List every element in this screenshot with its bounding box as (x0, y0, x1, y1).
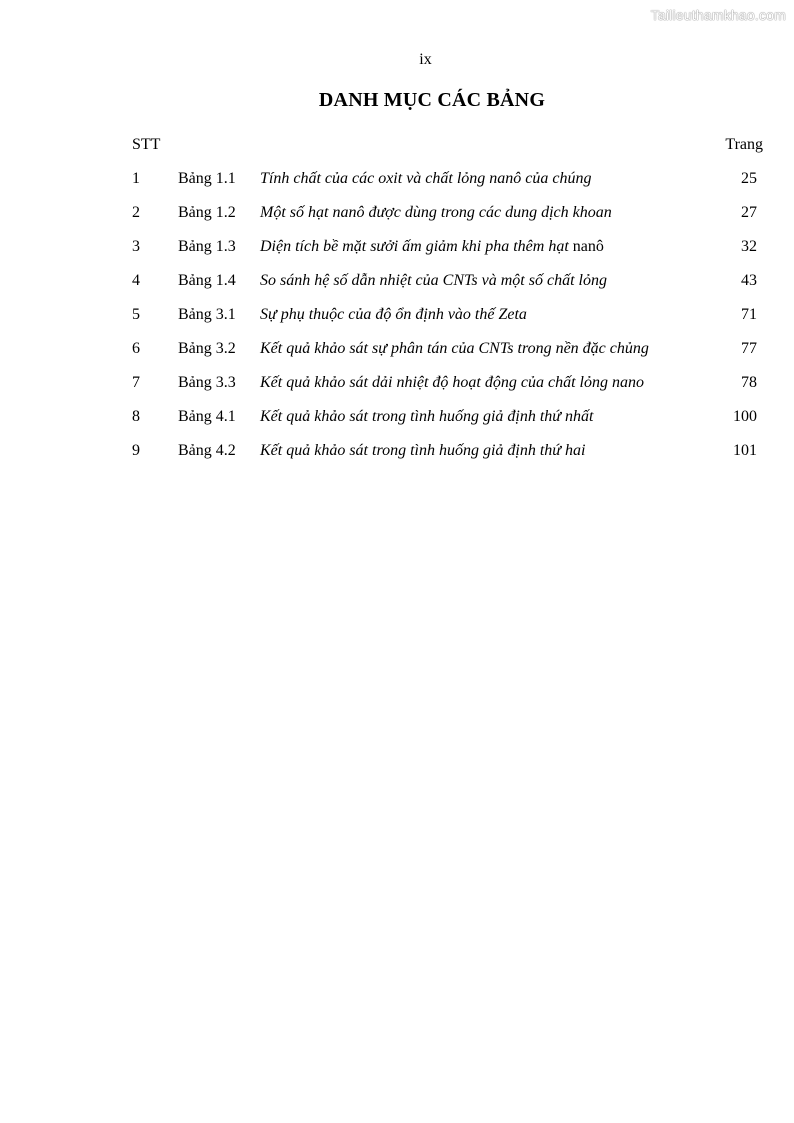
list-item[interactable] (132, 373, 757, 407)
table-label: Bảng 1.2 (178, 204, 236, 221)
table-label: Bảng 4.2 (178, 442, 236, 459)
page-ref: 71 (741, 306, 757, 323)
item-number: 1 (132, 170, 140, 187)
table-label: Bảng 3.2 (178, 340, 236, 357)
list-header (132, 135, 763, 155)
table-label: Bảng 1.3 (178, 238, 236, 255)
item-number: 5 (132, 306, 140, 323)
item-number: 3 (132, 238, 140, 255)
page-ref: 27 (741, 204, 757, 221)
list-item[interactable] (132, 203, 757, 237)
list-item[interactable] (132, 305, 757, 339)
list-item[interactable] (132, 237, 757, 271)
table-list (132, 169, 757, 475)
page-ref: 100 (733, 408, 757, 425)
list-item[interactable] (132, 339, 757, 373)
table-label: Bảng 3.3 (178, 374, 236, 391)
table-label: Bảng 1.4 (178, 272, 236, 289)
table-label: Bảng 4.1 (178, 408, 236, 425)
page-ref: 25 (741, 170, 757, 187)
stt-column-header: STT (132, 136, 161, 153)
page-ref: 77 (741, 340, 757, 357)
page-ref: 78 (741, 374, 757, 391)
page-number: ix (419, 51, 432, 68)
table-title: Kết quả khảo sát sự phân tán của CNTs trong nền đặc chủng (260, 340, 649, 357)
list-item[interactable] (132, 271, 757, 305)
page-ref: 101 (733, 442, 757, 459)
page-title: DANH MỤC CÁC BẢNG (318, 89, 546, 111)
page-ref: 43 (741, 272, 757, 289)
table-title: Sự phụ thuộc của độ ổn định vào thế Zeta (260, 306, 527, 323)
table-title: Kết quả khảo sát trong tình huống giả định thứ nhất (260, 408, 594, 425)
list-item[interactable] (132, 169, 757, 203)
table-title: Kết quả khảo sát dải nhiệt độ hoạt động của chất lỏng nano (260, 374, 644, 391)
item-number: 2 (132, 204, 140, 221)
list-item[interactable] (132, 441, 757, 475)
page-column-header: Trang (725, 136, 763, 153)
table-label: Bảng 3.1 (178, 306, 236, 323)
page-ref: 32 (741, 238, 757, 255)
table-title: Tính chất của các oxit và chất lỏng nanô của chúng (260, 170, 592, 187)
table-label: Bảng 1.1 (178, 170, 236, 187)
item-number: 9 (132, 442, 140, 459)
table-title: Diện tích bề mặt sưởi ấm giảm khi pha thêm hạt nanô (260, 238, 604, 255)
watermark-text: Tailieuthamkhao.com (650, 7, 786, 23)
item-number: 4 (132, 272, 140, 289)
list-item[interactable] (132, 407, 757, 441)
item-number: 6 (132, 340, 140, 357)
table-title: Một số hạt nanô được dùng trong các dung dịch khoan (260, 204, 612, 221)
table-title: So sánh hệ số dẫn nhiệt của CNTs và một số chất lỏng (260, 272, 607, 289)
table-title: Kết quả khảo sát trong tình huống giả định thứ hai (260, 442, 586, 459)
item-number: 8 (132, 408, 140, 425)
item-number: 7 (132, 374, 140, 391)
